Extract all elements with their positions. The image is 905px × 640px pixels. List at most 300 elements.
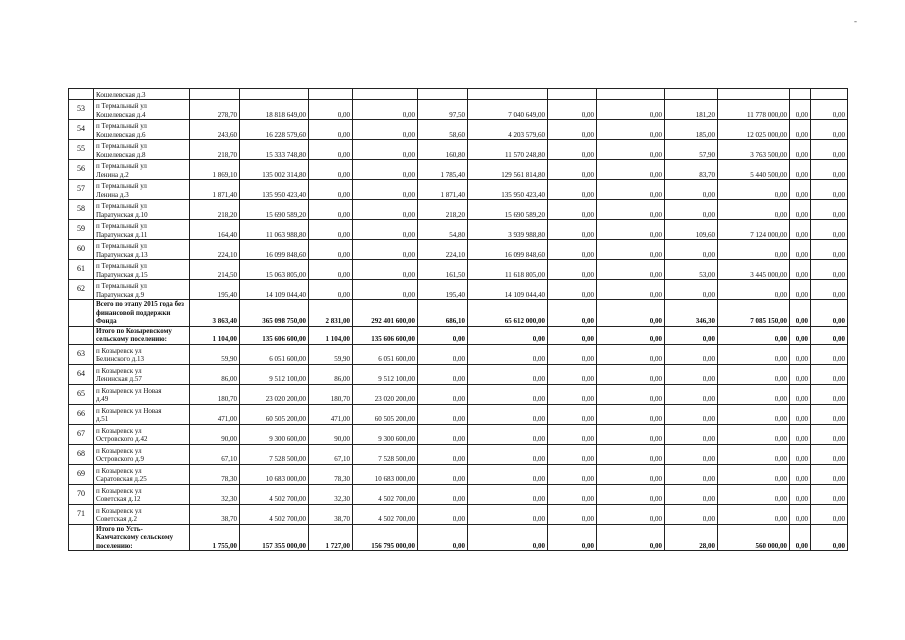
- value-cell: [353, 89, 418, 100]
- value-cell: 0,00: [665, 364, 718, 384]
- address-line: Паратунская д.13: [96, 250, 148, 259]
- value-cell: 0,00: [309, 200, 353, 220]
- value-cell: 224,10: [418, 240, 468, 260]
- value-cell: 0,00: [309, 100, 353, 120]
- value-cell: 0,00: [597, 404, 665, 424]
- address-line: Кошелевская д.3: [96, 90, 146, 99]
- value-cell: 0,00: [665, 280, 718, 300]
- value-cell: 58,60: [418, 120, 468, 140]
- value-cell: 10 683 000,00: [240, 464, 309, 484]
- value-cell: 1 871,40: [418, 180, 468, 200]
- value-cell: 0,00: [548, 300, 597, 327]
- value-cell: 0,00: [353, 120, 418, 140]
- value-cell: 181,20: [665, 100, 718, 120]
- address-line: п Козыревск ул Новая: [96, 406, 162, 415]
- value-cell: 0,00: [353, 240, 418, 260]
- value-cell: 0,00: [790, 424, 811, 444]
- address-line: Паратунская д.9: [96, 290, 145, 299]
- value-cell: 0,00: [597, 504, 665, 524]
- row-number: 69: [69, 464, 94, 484]
- value-cell: 0,00: [418, 326, 468, 344]
- row-number: 63: [69, 344, 94, 364]
- value-cell: 0,00: [811, 464, 848, 484]
- value-cell: 560 000,00: [718, 524, 790, 551]
- address-cell: [94, 326, 190, 344]
- table-row: [69, 464, 848, 484]
- value-cell: 0,00: [353, 100, 418, 120]
- value-cell: 0,00: [548, 280, 597, 300]
- value-cell: 0,00: [811, 300, 848, 327]
- value-cell: 224,10: [190, 240, 240, 260]
- value-cell: 0,00: [597, 200, 665, 220]
- table-body: [69, 89, 848, 551]
- value-cell: 0,00: [811, 200, 848, 220]
- value-cell: 90,00: [190, 424, 240, 444]
- table-row: [69, 484, 848, 504]
- value-cell: 0,00: [665, 424, 718, 444]
- value-cell: 0,00: [665, 504, 718, 524]
- row-number: 66: [69, 404, 94, 424]
- address-cell: [94, 120, 190, 140]
- value-cell: 0,00: [309, 240, 353, 260]
- value-cell: 7 040 649,00: [468, 100, 548, 120]
- value-cell: 9 512 100,00: [353, 364, 418, 384]
- value-cell: 0,00: [418, 464, 468, 484]
- value-cell: 0,00: [718, 504, 790, 524]
- value-cell: 135 950 423,40: [240, 180, 309, 200]
- value-cell: 60 505 200,00: [353, 404, 418, 424]
- value-cell: 0,00: [718, 364, 790, 384]
- value-cell: 15 063 805,00: [240, 260, 309, 280]
- value-cell: 9 300 600,00: [240, 424, 309, 444]
- table-row: [69, 444, 848, 464]
- row-number: 58: [69, 200, 94, 220]
- address-cell: [94, 100, 190, 120]
- value-cell: 11 570 248,80: [468, 140, 548, 160]
- value-cell: 0,00: [548, 100, 597, 120]
- address-line: п Козыревск ул: [96, 506, 142, 515]
- value-cell: 90,00: [309, 424, 353, 444]
- address-line: Паратунская д.10: [96, 210, 148, 219]
- value-cell: 0,00: [548, 464, 597, 484]
- value-cell: 11 063 988,80: [240, 220, 309, 240]
- value-cell: 0,00: [718, 444, 790, 464]
- value-cell: 3 863,40: [190, 300, 240, 327]
- table-row: [69, 424, 848, 444]
- row-number: 67: [69, 424, 94, 444]
- address-line: д.49: [96, 395, 109, 403]
- value-cell: 365 098 750,00: [240, 300, 309, 327]
- value-cell: 38,70: [190, 504, 240, 524]
- value-cell: 0,00: [665, 464, 718, 484]
- value-cell: 129 561 814,80: [468, 160, 548, 180]
- address-line: Итого по Козыревскому: [96, 326, 172, 335]
- value-cell: 0,00: [597, 140, 665, 160]
- table-row: [69, 344, 848, 364]
- value-cell: 0,00: [718, 240, 790, 260]
- value-cell: 218,20: [418, 200, 468, 220]
- value-cell: 0,00: [418, 424, 468, 444]
- value-cell: 4 502 700,00: [240, 504, 309, 524]
- value-cell: 0,00: [811, 444, 848, 464]
- value-cell: 4 203 579,60: [468, 120, 548, 140]
- value-cell: [811, 89, 848, 100]
- value-cell: 0,00: [811, 424, 848, 444]
- value-cell: 0,00: [597, 120, 665, 140]
- address-line: Саратовская д.25: [96, 475, 147, 483]
- address-line: д.51: [96, 415, 109, 423]
- value-cell: 0,00: [811, 326, 848, 344]
- table-row: [69, 504, 848, 524]
- value-cell: 5 440 500,00: [718, 160, 790, 180]
- value-cell: 15 690 589,20: [240, 200, 309, 220]
- value-cell: 346,30: [665, 300, 718, 327]
- value-cell: 0,00: [811, 180, 848, 200]
- value-cell: 0,00: [353, 140, 418, 160]
- subtotal-row: [69, 326, 848, 344]
- value-cell: 0,00: [665, 484, 718, 504]
- row-number: [69, 89, 94, 100]
- value-cell: 0,00: [790, 140, 811, 160]
- address-line: Паратунская д.11: [96, 230, 148, 239]
- value-cell: 78,30: [190, 464, 240, 484]
- value-cell: 28,00: [665, 524, 718, 551]
- value-cell: [309, 89, 353, 100]
- address-cell: [94, 300, 190, 327]
- value-cell: 0,00: [665, 200, 718, 220]
- value-cell: 0,00: [548, 444, 597, 464]
- value-cell: 0,00: [418, 404, 468, 424]
- value-cell: 1 869,10: [190, 160, 240, 180]
- table-row: [69, 260, 848, 280]
- value-cell: 12 025 000,00: [718, 120, 790, 140]
- row-number: 55: [69, 140, 94, 160]
- value-cell: 161,50: [418, 260, 468, 280]
- value-cell: 0,00: [665, 444, 718, 464]
- row-number: [69, 326, 94, 344]
- row-number: 68: [69, 444, 94, 464]
- value-cell: 0,00: [597, 240, 665, 260]
- value-cell: 0,00: [811, 404, 848, 424]
- value-cell: 78,30: [309, 464, 353, 484]
- value-cell: 16 099 848,60: [468, 240, 548, 260]
- value-cell: 1 871,40: [190, 180, 240, 200]
- value-cell: 0,00: [597, 344, 665, 364]
- value-cell: 15 690 589,20: [468, 200, 548, 220]
- value-cell: 16 228 579,60: [240, 120, 309, 140]
- address-line: поселению:: [96, 541, 133, 550]
- value-cell: 0,00: [548, 120, 597, 140]
- value-cell: 0,00: [790, 484, 811, 504]
- value-cell: 0,00: [468, 424, 548, 444]
- value-cell: 0,00: [597, 280, 665, 300]
- value-cell: [240, 89, 309, 100]
- address-cell: [94, 344, 190, 364]
- value-cell: 0,00: [597, 180, 665, 200]
- value-cell: 0,00: [790, 384, 811, 404]
- address-line: Ленинская д.57: [96, 375, 142, 383]
- value-cell: 0,00: [811, 364, 848, 384]
- value-cell: 0,00: [597, 444, 665, 464]
- value-cell: 86,00: [309, 364, 353, 384]
- value-cell: [548, 89, 597, 100]
- value-cell: 0,00: [309, 160, 353, 180]
- value-cell: 0,00: [597, 100, 665, 120]
- row-number: 61: [69, 260, 94, 280]
- value-cell: 0,00: [597, 160, 665, 180]
- address-line: Всего по этапу 2015 года без: [96, 300, 184, 308]
- value-cell: 0,00: [718, 384, 790, 404]
- address-line: п Термальный ул: [96, 122, 147, 130]
- value-cell: 214,50: [190, 260, 240, 280]
- value-cell: 135 606 600,00: [353, 326, 418, 344]
- value-cell: 67,10: [309, 444, 353, 464]
- table-row: [69, 89, 848, 100]
- address-cell: [94, 404, 190, 424]
- value-cell: 0,00: [548, 180, 597, 200]
- value-cell: 14 109 044,40: [240, 280, 309, 300]
- value-cell: 16 099 848,60: [240, 240, 309, 260]
- value-cell: 0,00: [790, 100, 811, 120]
- value-cell: 471,00: [190, 404, 240, 424]
- value-cell: 0,00: [468, 344, 548, 364]
- row-number: 64: [69, 364, 94, 384]
- value-cell: 0,00: [718, 464, 790, 484]
- value-cell: 0,00: [718, 180, 790, 200]
- value-cell: 0,00: [309, 260, 353, 280]
- value-cell: 0,00: [548, 404, 597, 424]
- value-cell: 7 124 000,00: [718, 220, 790, 240]
- value-cell: 10 683 000,00: [353, 464, 418, 484]
- value-cell: 59,90: [190, 344, 240, 364]
- value-cell: 0,00: [811, 384, 848, 404]
- value-cell: 0,00: [468, 326, 548, 344]
- value-cell: [418, 89, 468, 100]
- value-cell: 9 512 100,00: [240, 364, 309, 384]
- address-cell: [94, 364, 190, 384]
- value-cell: 292 401 600,00: [353, 300, 418, 327]
- value-cell: 0,00: [811, 140, 848, 160]
- address-line: Ленина д.3: [96, 190, 129, 199]
- address-line: Островского д.9: [96, 455, 144, 463]
- value-cell: 0,00: [548, 424, 597, 444]
- value-cell: 0,00: [811, 484, 848, 504]
- value-cell: 0,00: [353, 160, 418, 180]
- value-cell: 4 502 700,00: [353, 484, 418, 504]
- value-cell: 160,80: [418, 140, 468, 160]
- value-cell: 83,70: [665, 160, 718, 180]
- value-cell: 0,00: [468, 484, 548, 504]
- value-cell: 0,00: [597, 260, 665, 280]
- address-line: п Козыревск ул: [96, 446, 142, 455]
- value-cell: 4 502 700,00: [353, 504, 418, 524]
- address-cell: [94, 89, 190, 100]
- table-row: [69, 384, 848, 404]
- row-number: 65: [69, 384, 94, 404]
- value-cell: 0,00: [468, 504, 548, 524]
- value-cell: 53,00: [665, 260, 718, 280]
- table-row: [69, 220, 848, 240]
- address-cell: [94, 464, 190, 484]
- value-cell: 0,00: [790, 300, 811, 327]
- value-cell: 0,00: [548, 484, 597, 504]
- value-cell: 218,20: [190, 200, 240, 220]
- value-cell: 15 333 748,80: [240, 140, 309, 160]
- value-cell: 218,70: [190, 140, 240, 160]
- value-cell: 0,00: [597, 326, 665, 344]
- value-cell: 23 020 200,00: [353, 384, 418, 404]
- value-cell: 0,00: [718, 424, 790, 444]
- row-number: 56: [69, 160, 94, 180]
- value-cell: 0,00: [597, 464, 665, 484]
- value-cell: 0,00: [811, 160, 848, 180]
- value-cell: 0,00: [548, 504, 597, 524]
- value-cell: 0,00: [790, 240, 811, 260]
- value-cell: 4 502 700,00: [240, 484, 309, 504]
- address-line: п Термальный ул: [96, 242, 147, 250]
- value-cell: 0,00: [468, 384, 548, 404]
- value-cell: 0,00: [548, 384, 597, 404]
- value-cell: 97,50: [418, 100, 468, 120]
- value-cell: 0,00: [468, 464, 548, 484]
- value-cell: 0,00: [665, 326, 718, 344]
- address-cell: [94, 504, 190, 524]
- value-cell: 0,00: [597, 364, 665, 384]
- value-cell: 0,00: [548, 364, 597, 384]
- value-cell: 156 795 000,00: [353, 524, 418, 551]
- value-cell: 0,00: [353, 180, 418, 200]
- address-line: п Термальный ул: [96, 182, 147, 190]
- value-cell: 0,00: [597, 424, 665, 444]
- table-row: [69, 120, 848, 140]
- row-number: 59: [69, 220, 94, 240]
- value-cell: 0,00: [811, 120, 848, 140]
- value-cell: 135 606 600,00: [240, 326, 309, 344]
- value-cell: 86,00: [190, 364, 240, 384]
- value-cell: 0,00: [790, 200, 811, 220]
- row-number: 54: [69, 120, 94, 140]
- value-cell: 0,00: [548, 260, 597, 280]
- value-cell: 0,00: [811, 344, 848, 364]
- address-cell: [94, 200, 190, 220]
- value-cell: 0,00: [665, 404, 718, 424]
- value-cell: 0,00: [790, 180, 811, 200]
- value-cell: 185,00: [665, 120, 718, 140]
- address-line: п Козыревск ул: [96, 466, 142, 475]
- table-row: [69, 280, 848, 300]
- value-cell: 0,00: [353, 220, 418, 240]
- value-cell: 0,00: [548, 326, 597, 344]
- subtotal-row: [69, 300, 848, 327]
- value-cell: 54,80: [418, 220, 468, 240]
- value-cell: 11 618 805,00: [468, 260, 548, 280]
- row-number: 60: [69, 240, 94, 260]
- address-line: п Козыревск ул: [96, 486, 142, 495]
- value-cell: 164,40: [190, 220, 240, 240]
- value-cell: 471,00: [309, 404, 353, 424]
- value-cell: 0,00: [418, 364, 468, 384]
- value-cell: 0,00: [353, 260, 418, 280]
- value-cell: 0,00: [811, 220, 848, 240]
- address-line: Кошелевская д.6: [96, 130, 146, 139]
- value-cell: 0,00: [418, 524, 468, 551]
- value-cell: 0,00: [718, 404, 790, 424]
- address-line: Советская д.2: [96, 515, 137, 523]
- address-cell: [94, 180, 190, 200]
- value-cell: [597, 89, 665, 100]
- value-cell: 0,00: [811, 280, 848, 300]
- value-cell: 195,40: [418, 280, 468, 300]
- value-cell: 180,70: [190, 384, 240, 404]
- address-line: п Термальный ул: [96, 162, 147, 170]
- value-cell: 0,00: [811, 100, 848, 120]
- value-cell: 0,00: [309, 140, 353, 160]
- value-cell: 0,00: [665, 344, 718, 364]
- value-cell: 60 505 200,00: [240, 404, 309, 424]
- value-cell: 0,00: [548, 220, 597, 240]
- value-cell: 243,60: [190, 120, 240, 140]
- value-cell: 0,00: [665, 240, 718, 260]
- value-cell: 3 763 500,00: [718, 140, 790, 160]
- value-cell: 0,00: [790, 120, 811, 140]
- address-line: п Термальный ул: [96, 202, 147, 210]
- address-cell: [94, 160, 190, 180]
- table-row: [69, 404, 848, 424]
- address-line: п Термальный ул: [96, 102, 147, 110]
- value-cell: 3 445 000,00: [718, 260, 790, 280]
- value-cell: [718, 89, 790, 100]
- address-line: Фонда: [96, 317, 117, 325]
- value-cell: 32,30: [309, 484, 353, 504]
- address-line: Советская д.12: [96, 495, 141, 503]
- value-cell: 0,00: [790, 220, 811, 240]
- value-cell: 7 528 500,00: [353, 444, 418, 464]
- value-cell: 38,70: [309, 504, 353, 524]
- value-cell: 0,00: [418, 504, 468, 524]
- address-cell: [94, 240, 190, 260]
- value-cell: 0,00: [418, 444, 468, 464]
- value-cell: 135 002 314,80: [240, 160, 309, 180]
- value-cell: 0,00: [790, 404, 811, 424]
- address-cell: [94, 384, 190, 404]
- row-number: 57: [69, 180, 94, 200]
- value-cell: 0,00: [718, 484, 790, 504]
- value-cell: 0,00: [790, 524, 811, 551]
- value-cell: 0,00: [309, 180, 353, 200]
- value-cell: 9 300 600,00: [353, 424, 418, 444]
- value-cell: 0,00: [309, 220, 353, 240]
- value-cell: 157 355 000,00: [240, 524, 309, 551]
- value-cell: 23 020 200,00: [240, 384, 309, 404]
- value-cell: 0,00: [548, 160, 597, 180]
- value-cell: 57,90: [665, 140, 718, 160]
- row-number: 62: [69, 280, 94, 300]
- value-cell: 6 051 600,00: [353, 344, 418, 364]
- address-cell: [94, 260, 190, 280]
- table-row: [69, 140, 848, 160]
- value-cell: 1 104,00: [309, 326, 353, 344]
- value-cell: 0,00: [597, 220, 665, 240]
- value-cell: 0,00: [718, 280, 790, 300]
- value-cell: 278,70: [190, 100, 240, 120]
- value-cell: 1 755,00: [190, 524, 240, 551]
- table-row: [69, 100, 848, 120]
- value-cell: 0,00: [353, 280, 418, 300]
- value-cell: 0,00: [790, 326, 811, 344]
- address-cell: [94, 484, 190, 504]
- value-cell: 59,90: [309, 344, 353, 364]
- value-cell: 0,00: [790, 364, 811, 384]
